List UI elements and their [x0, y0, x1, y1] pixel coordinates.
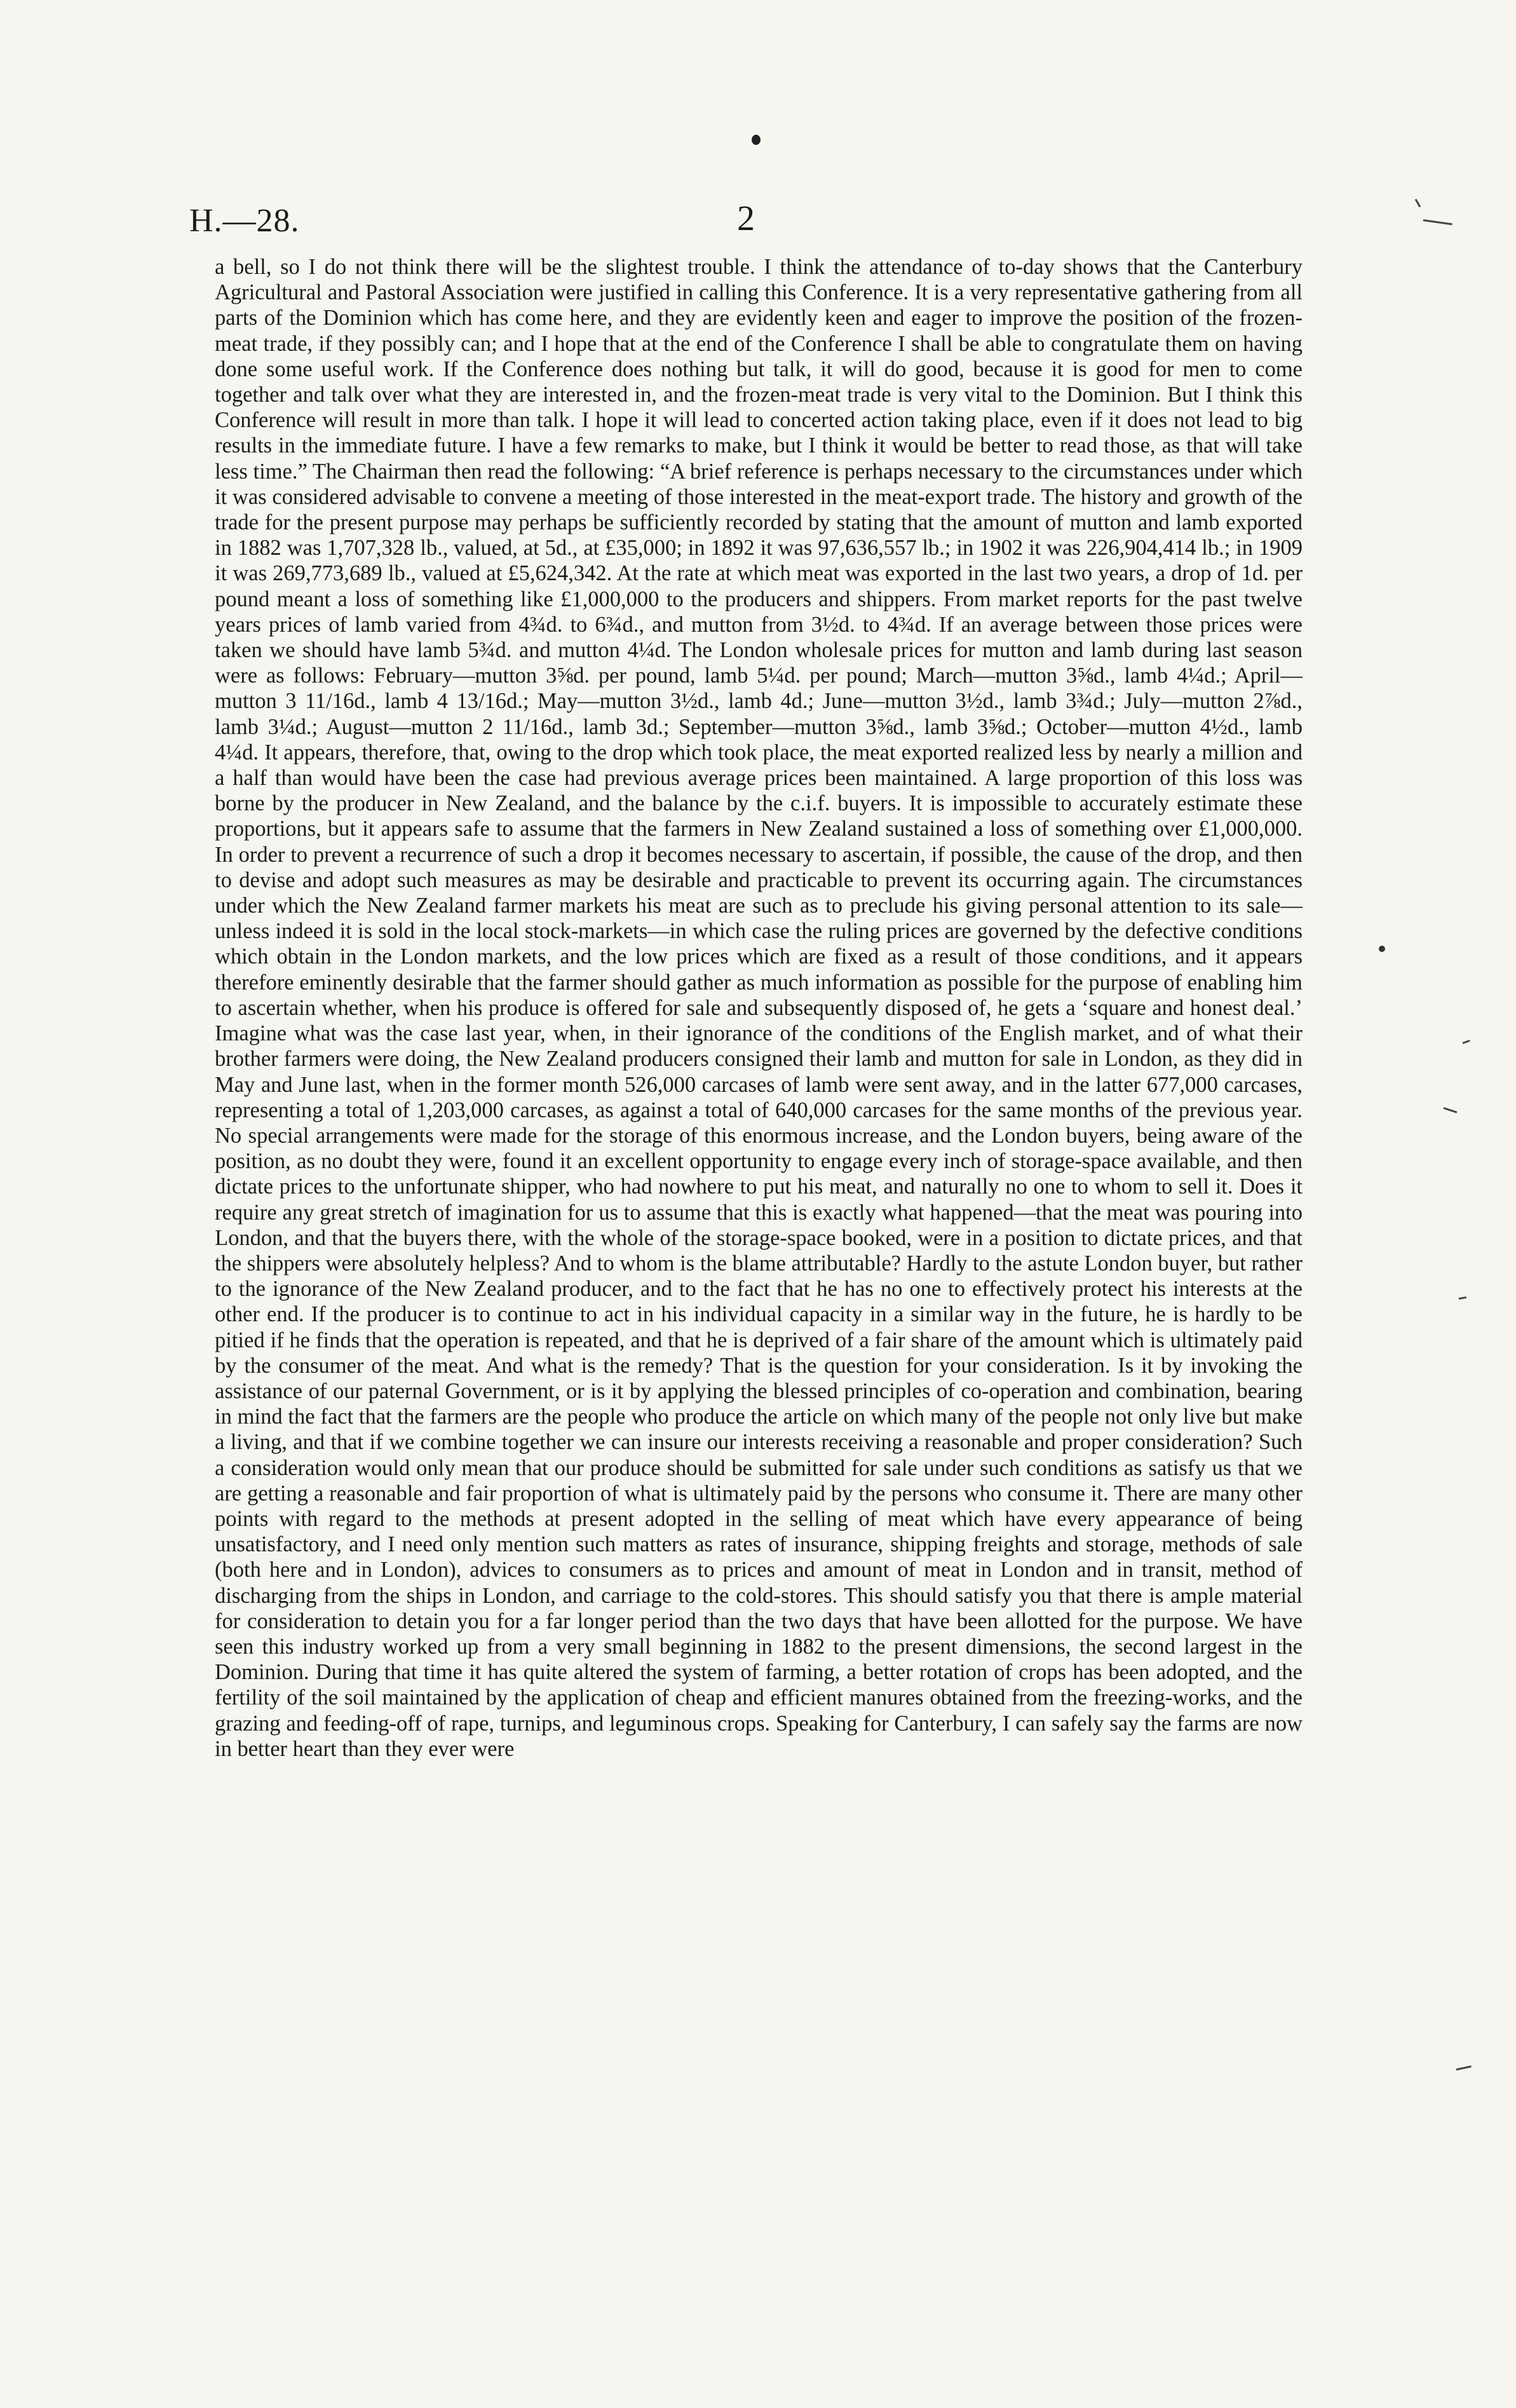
- margin-mark: [1444, 1107, 1458, 1113]
- ink-dot: [752, 135, 761, 145]
- margin-mark: [1456, 2065, 1472, 2071]
- margin-mark: [1459, 1296, 1466, 1300]
- body-text: [215, 254, 1303, 1762]
- ink-dot: [1379, 946, 1385, 952]
- page-number: 2: [737, 199, 755, 238]
- document-reference: H.—28.: [189, 203, 300, 239]
- margin-mark: [1462, 1040, 1470, 1044]
- margin-mark: [1423, 219, 1452, 225]
- body-paragraph: a bell, so I do not think there will be the slightest trouble. I think the attendance of to-day shows that the Canterbury Agricultural and Pastoral Association were justified in calling this Conference. It is a very representative gathering from all parts of the Dominion which has come here, and they are evidently keen and eager to improve the position of the frozen-meat trade, if they possibly can; and I hope that at the end of the Conference I shall be able to congratulate them on having done some useful work. If the Conference does nothing but talk, it will do good, because it is good for men to come together and talk over what they are interested in, and the frozen-meat trade is very vital to the Dominion. But I think this Conference will result in more than talk. I hope it will lead to concerted action taking place, even if it does not lead to big results in the immediate future. I have a few remarks to make, but I think it would be better to read those, as that will take less time.” The Chairman then read the following: “A brief reference is perhaps necessary to the circumstances under which it was considered advisable to convene a meeting of those interested in the meat-export trade. The history and growth of the trade for the present purpose may perhaps be sufficiently recorded by stating that the amount of mutton and lamb exported in 1882 was 1,707,328 lb., valued, at 5d., at £35,000; in 1892 it was 97,636,557 lb.; in 1902 it was 226,904,414 lb.; in 1909 it was 269,773,689 lb., valued at £5,624,342. At the rate at which meat was exported in the last two years, a drop of 1d. per pound meant a loss of something like £1,000,000 to the producers and shippers. From market reports for the past twelve years prices of lamb varied from 4¾d. to 6¾d., and mutton from 3½d. to 4¾d. If an average between those prices were taken we should have lamb 5¾d. and mutton 4¼d. The London wholesale prices for mutton and lamb during last season were as follows: February—mutton 3⅝d. per pound, lamb 5¼d. per pound; March—mutton 3⅝d., lamb 4¼d.; April—mutton 3 11/16d., lamb 4 13/16d.; May—mutton 3½d., lamb 4d.; June—mutton 3½d., lamb 3¾d.; July—mutton 2⅞d., lamb 3¼d.; August—mutton 2 11/16d., lamb 3d.; September—mutton 3⅝d., lamb 3⅝d.; October—mutton 4½d., lamb 4¼d. It appears, therefore, that, owing to the drop which took place, the meat exported realized less by nearly a million and a half than would have been the case had previous average prices been maintained. A large proportion of this loss was borne by the producer in New Zealand, and the balance by the c.i.f. buyers. It is impossible to accurately estimate these proportions, but it appears safe to assume that the farmers in New Zealand sustained a loss of something over £1,000,000. In order to prevent a recurrence of such a drop it becomes necessary to ascertain, if possible, the cause of the drop, and then to devise and adopt such measures as may be desirable and practicable to prevent its occurring again. The circumstances under which the New Zealand farmer markets his meat are such as to preclude his giving personal attention to its sale—unless indeed it is sold in the local stock-markets—in which case the ruling prices are governed by the defective conditions which obtain in the London markets, and the low prices which are fixed as a result of those conditions, and it appears therefore eminently desirable that the farmer should gather as much information as possible for the purpose of enabling him to ascertain whether, when his produce is offered for sale and subsequently disposed of, he gets a ‘square and honest deal.’ Imagine what was the case last year, when, in their ignorance of the conditions of the English market, and of what their brother farmers were doing, the New Zealand producers consigned their lamb and mutton for sale in London, as they did in May and June last, when in the former month 526,000 carcases of lamb were sent away, and in the latter 677,000 carcases, representing a total of 1,203,000 carcases, as against a total of 640,000 carcases for the same months of the previous year. No special arrangements were made for the storage of this enormous increase, and the London buyers, being aware of the position, as no doubt they were, found it an excellent opportunity to engage every inch of storage-space available, and then dictate prices to the unfortunate shipper, who had nowhere to put his meat, and naturally no one to whom to sell it. Does it require any great stretch of imagination for us to assume that this is exactly what happened—that the meat was pouring into London, and that the buyers there, with the whole of the storage-space booked, were in a position to dictate prices, and that the shippers were absolutely helpless? And to whom is the blame attributable? Hardly to the astute London buyer, but rather to the ignorance of the New Zealand producer, and to the fact that he has no one to effectively protect his interests at the other end. If the producer is to continue to act in his individual capacity in a similar way in the future, he is hardly to be pitied if he finds that the operation is repeated, and that he is deprived of a fair share of the amount which is ultimately paid by the consumer of the meat. And what is the remedy? That is the question for your consideration. Is it by invoking the assistance of our paternal Government, or is it by applying the blessed principles of co-operation and combination, bearing in mind the fact that the farmers are the people who produce the article on which many of the people not only live but make a living, and that if we combine together we can insure our interests receiving a reasonable and proper consideration? Such a consideration would only mean that our produce should be submitted for sale under such conditions as satisfy us that we are getting a reasonable and fair proportion of what is ultimately paid by the persons who consume it. There are many other points with regard to the methods at present adopted in the selling of meat which have every appearance of being unsatisfactory, and I need only mention such matters as rates of insurance, shipping freights and storage, methods of sale (both here and in London), advices to consumers as to prices and amount of meat in London and in transit, method of discharging from the ships in London, and carriage to the cold-stores. This should satisfy you that there is ample material for consideration to detain you for a far longer period than the two days that have been allotted for the purpose. We have seen this industry worked up from a very small beginning in 1882 to the present dimensions, the second largest in the Dominion. During that time it has quite altered the system of farming, a better rotation of crops has been adopted, and the fertility of the soil maintained by the application of cheap and efficient manures obtained from the freezing-works, and the grazing and feeding-off of rape, turnips, and leguminous crops. Speaking for Canterbury, I can safely say the farms are now in better heart than they ever were: [215, 255, 1303, 1761]
- margin-mark: [1415, 199, 1421, 208]
